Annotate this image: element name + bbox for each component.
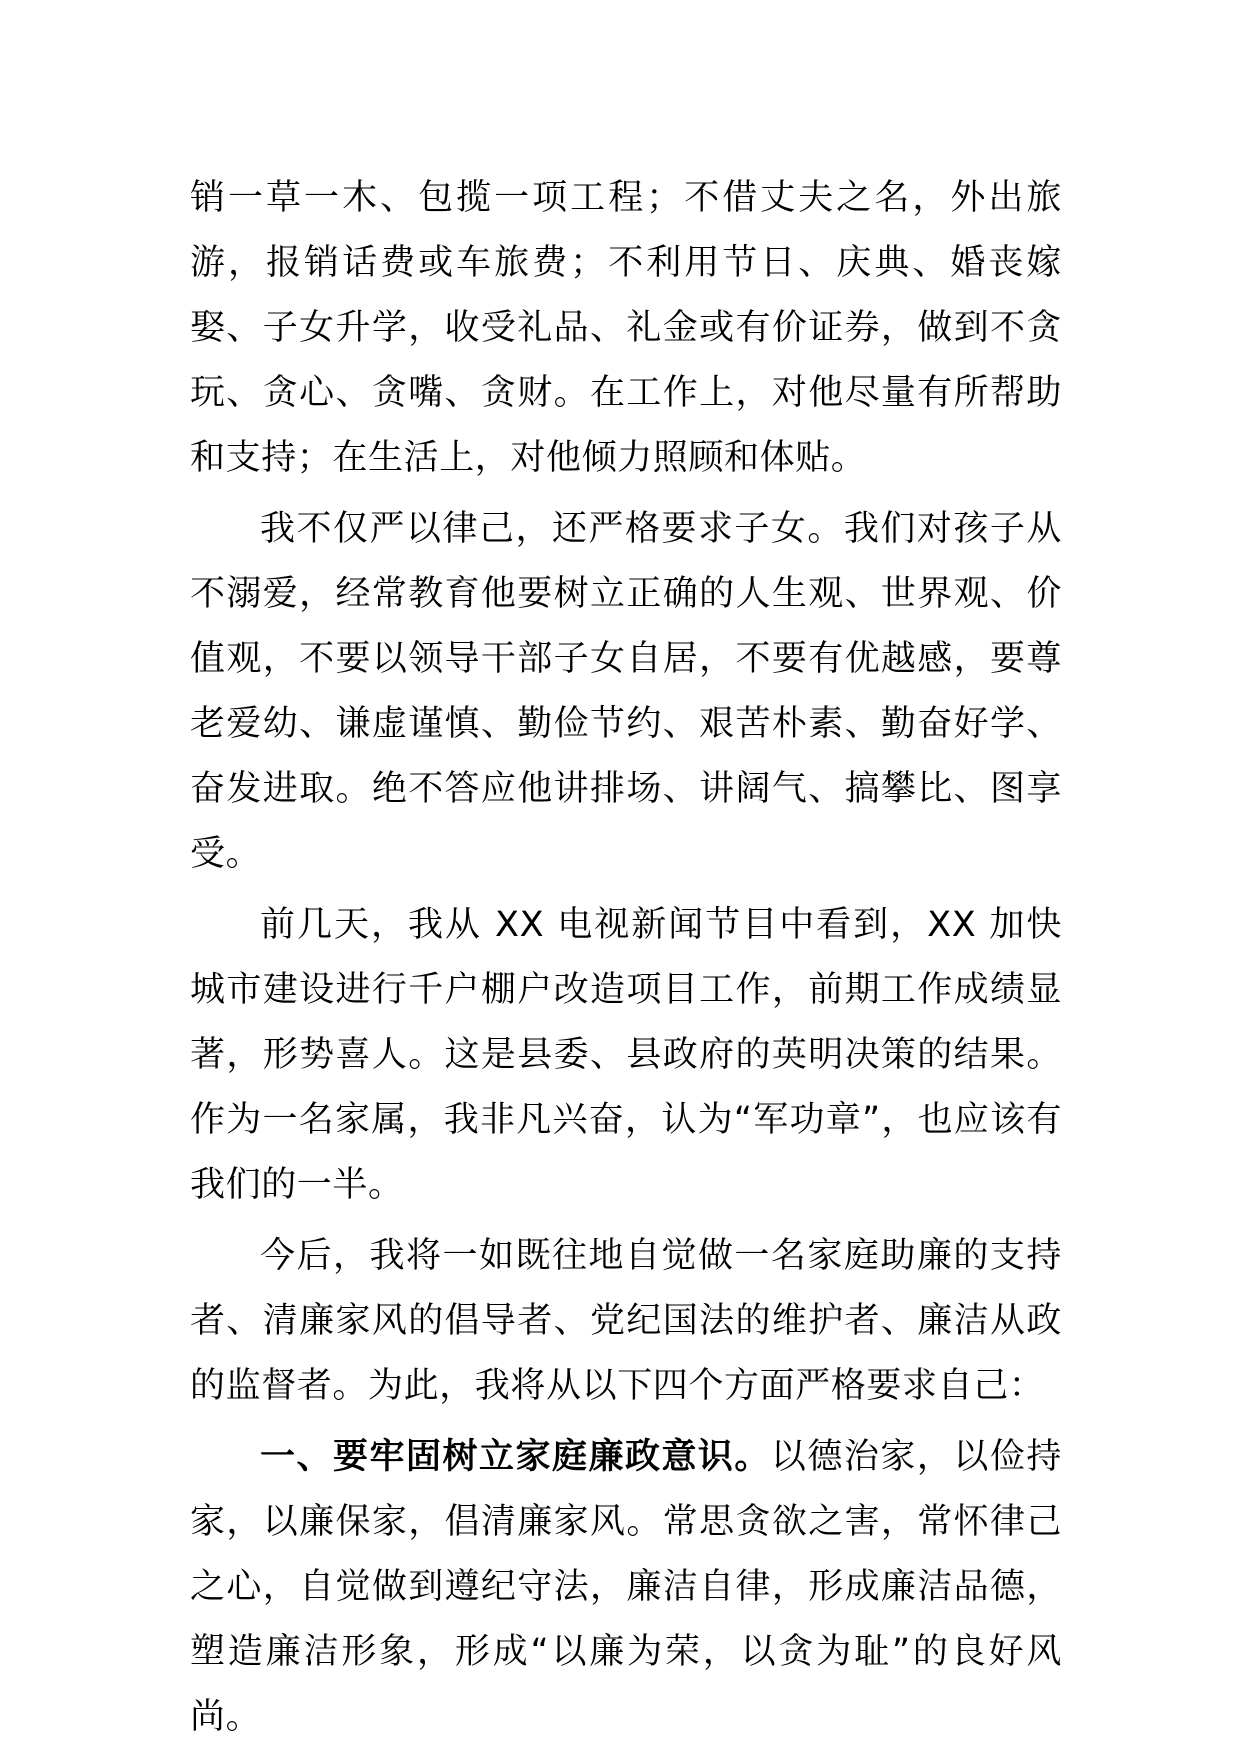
section-heading-1: 一、要牢固树立家庭廉政意识。: [260, 1437, 771, 1477]
document-body: [190, 166, 1062, 1756]
paragraph-3: [190, 893, 1062, 1218]
paragraph-4-text: 今后，我将一如既往地自觉做一名家庭助廉的支持者、清廉家风的倡导者、党纪国法的维护者、廉洁从政的监督者。为此，我将从以下四个方面严格要求自己：: [190, 1236, 1062, 1406]
paragraph-3-text: 前几天，我从 XX 电视新闻节目中看到，XX 加快城市建设进行千户棚户改造项目工作，前期工作成绩显著，形势喜人。这是县委、县政府的英明决策的结果。作为一名家属，我非凡兴奋，认为“军功章”，也应该有我们的一半。: [190, 905, 1062, 1205]
paragraph-2: [190, 497, 1062, 887]
paragraph-2-text: 我不仅严以律己，还严格要求子女。我们对孩子从不溺爱，经常教育他要树立正确的人生观、世界观、价值观，不要以领导干部子女自居，不要有优越感，要尊老爱幼、谦虚谨慎、勤俭节约、艰苦朴素、勤奋好学、奋发进取。绝不答应他讲排场、讲阔气、搞攀比、图享受。: [190, 509, 1062, 874]
paragraph-1: [190, 166, 1062, 491]
paragraph-1-text: 销一草一木、包揽一项工程；不借丈夫之名，外出旅游，报销话费或车旅费；不利用节日、庆典、婚丧嫁娶、子女升学，收受礼品、礼金或有价证券，做到不贪玩、贪心、贪嘴、贪财。在工作上，对他尽量有所帮助和支持；在生活上，对他倾力照顾和体贴。: [190, 178, 1062, 478]
paragraph-5: [190, 1425, 1062, 1750]
paragraph-4: [190, 1224, 1062, 1419]
paragraph-5-text: 以德治家，以俭持家，以廉保家，倡清廉家风。常思贪欲之害，常怀律己之心，自觉做到遵纪守法，廉洁自律，形成廉洁品德，塑造廉洁形象，形成“以廉为荣，以贪为耻”的良好风尚。: [190, 1437, 1062, 1737]
